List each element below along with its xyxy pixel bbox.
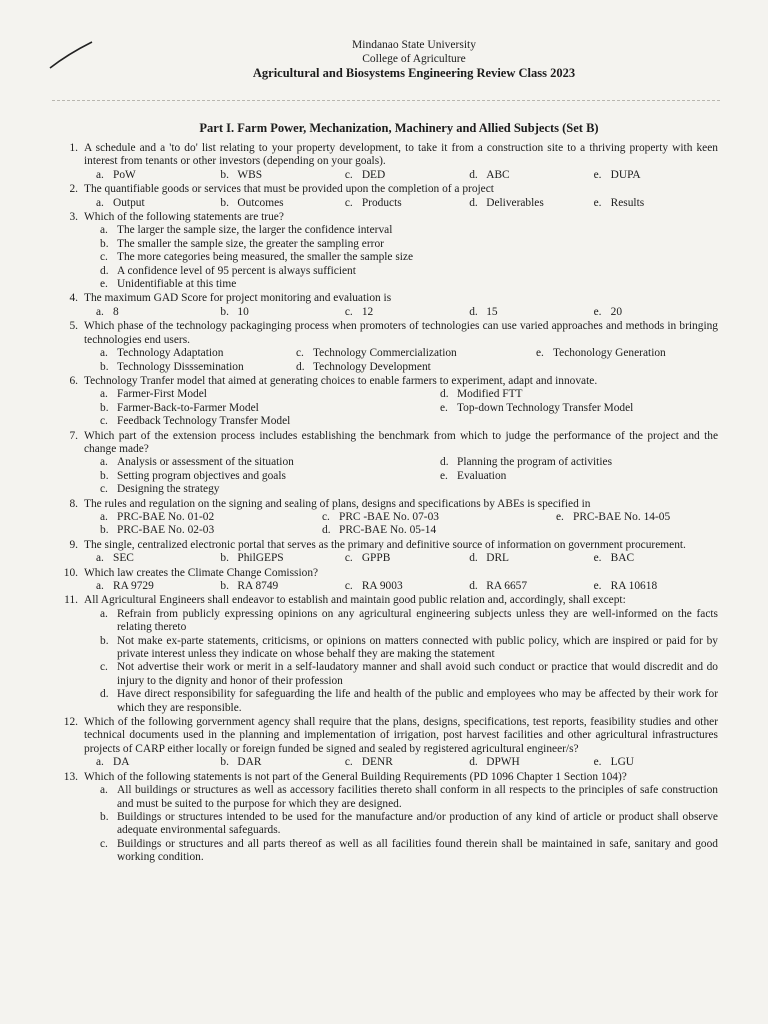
option-e: e. LGU — [593, 756, 635, 769]
question-7 — [54, 430, 718, 497]
question-text: The single, centralized electronic portal that serves as the primary and definitive source of information on government procurement. — [84, 538, 686, 551]
options-list — [54, 784, 718, 864]
option-e: e. 20 — [593, 305, 623, 318]
option-e: e. PRC-BAE No. 14-05 — [556, 510, 671, 523]
document-header — [0, 38, 768, 80]
option-d: d. PRC-BAE No. 05-14 — [322, 524, 437, 537]
option-c: c. Products — [344, 196, 402, 209]
options-row — [54, 580, 718, 593]
options-row — [54, 197, 718, 210]
review-class-title: Agricultural and Biosystems Engineering Review Class 2023 — [252, 66, 576, 80]
question-number: 9. — [69, 538, 78, 551]
university-name: Mindanao State University — [352, 39, 476, 51]
question-6 — [54, 375, 718, 429]
option-b: b. Not make ex-parte statements, criticisms, or opinions on matters connected with public policy, which are inspired or paid for by private interest unless they indicate on whose behalf they are making the statement — [100, 634, 718, 661]
option-b: b. WBS — [220, 168, 263, 181]
option-b: b. DAR — [220, 756, 262, 769]
question-number: 5. — [69, 320, 78, 333]
option-a: a. PRC-BAE No. 01-02 — [100, 510, 215, 523]
question-number: 4. — [69, 292, 78, 305]
option-a: a. Technology Adaptation — [100, 347, 224, 360]
option-d: d. DRL — [469, 552, 510, 565]
question-text: A schedule and a 'to do' list relating to your property development, to take it from a construction site to a thriving property with keen interest from tenants or other investors (depending on your goals). — [84, 142, 718, 168]
options-grid — [54, 347, 718, 374]
option-c: c. Not advertise their work or merit in a self-laudatory manner and shall avoid such conduct or practice that would discredit and do injury to the dignity and honor of their profession — [100, 661, 718, 687]
option-d: d. ABC — [469, 168, 510, 181]
options-row — [54, 306, 718, 319]
question-text: Which of the following statements are true? — [84, 211, 284, 224]
option-e: e. Techonology Generation — [536, 347, 666, 360]
question-number: 11. — [64, 594, 78, 607]
option-b: b. PRC-BAE No. 02-03 — [100, 524, 215, 537]
options-grid — [54, 511, 718, 538]
question-4 — [54, 292, 718, 319]
question-5 — [54, 320, 718, 374]
question-9 — [54, 539, 718, 566]
option-b: b. Outcomes — [220, 196, 284, 209]
option-d: d. DPWH — [469, 756, 520, 769]
option-d: d. A confidence level of 95 percent is always sufficient — [100, 264, 356, 277]
question-text: Which of the following gorvernment agency shall require that the plans, designs, specifications, test reports, feasibility studies and other technical documents used in the planning and implementation of irrigation, post harvest facilities and other agricultural infrastructures projects of CARP either locally or foreign funded be signed and sealed by registered agricultural engineer/s? — [84, 716, 718, 755]
question-12 — [54, 716, 718, 770]
option-b: b. Technology Disssemination — [100, 360, 244, 373]
options-row — [54, 552, 718, 565]
question-number: 1. — [69, 142, 78, 154]
question-text: Which part of the extension process includes establishing the benchmark from which to judge the performance of the project and the change made? — [84, 429, 718, 455]
option-c: c. RA 9003 — [344, 580, 403, 592]
option-e: e. Unidentifiable at this time — [100, 278, 237, 291]
question-text: The maximum GAD Score for project monitoring and evaluation is — [84, 292, 392, 305]
option-a: a. RA 9729 — [96, 580, 154, 592]
option-d: d. Deliverables — [469, 196, 544, 209]
question-8 — [54, 498, 718, 538]
option-d: d. Planning the program of activities — [440, 456, 613, 469]
option-e: e. BAC — [593, 552, 635, 565]
option-e: e. RA 10618 — [593, 580, 658, 592]
question-number: 7. — [69, 429, 78, 442]
options-list — [54, 608, 718, 715]
question-text: Which law creates the Climate Change Comission? — [84, 566, 319, 579]
question-text: All Agricultural Engineers shall endeavor to establish and maintain good public relation and, accordingly, shall except: — [84, 594, 626, 607]
option-e: e. DUPA — [593, 168, 641, 181]
options-grid — [54, 388, 718, 428]
question-text: The rules and regulation on the signing and sealing of plans, designs and specifications by ABEs is specified in — [84, 497, 591, 510]
question-text: Technology Tranfer model that aimed at generating choices to enable farmers to experiment, adapt and innovate. — [84, 374, 598, 387]
option-a: a. Refrain from publicly expressing opinions on any agricultural engineering subjects unless they are well-informed on the facts relating thereto — [100, 607, 718, 634]
option-c: c. DED — [344, 168, 386, 181]
option-e: e. Evaluation — [440, 469, 507, 482]
option-d: d. 15 — [469, 305, 498, 318]
option-b: b. Farmer-Back-to-Farmer Model — [100, 401, 259, 414]
options-list — [54, 224, 718, 291]
option-c: c. 12 — [344, 305, 374, 318]
option-e: e. Top-down Technology Transfer Model — [440, 401, 634, 414]
question-10 — [54, 567, 718, 594]
header-divider — [52, 100, 720, 101]
option-a: a. 8 — [96, 305, 119, 318]
question-11 — [54, 594, 718, 715]
question-3 — [54, 211, 718, 291]
option-b: b. The smaller the sample size, the greater the sampling error — [100, 237, 384, 250]
option-b: b. Buildings or structures intended to be used for the manufacture and/or production of any kind of article or product shall observe adequate environmental safeguards. — [100, 810, 718, 837]
option-d: d. RA 6657 — [469, 580, 528, 592]
part-title: Part I. Farm Power, Mechanization, Machinery and Allied Subjects (Set B) — [199, 121, 599, 135]
option-c: c. DENR — [344, 756, 393, 769]
option-a: a. SEC — [96, 552, 134, 565]
question-number: 12. — [63, 716, 78, 729]
option-c: c. GPPB — [344, 552, 391, 565]
questions-body — [54, 142, 718, 866]
option-c: c. PRC -BAE No. 07-03 — [322, 510, 439, 523]
options-row — [54, 169, 718, 182]
option-a: a. Analysis or assessment of the situation — [100, 456, 294, 469]
question-number: 10. — [63, 566, 78, 579]
option-d: d. Technology Development — [296, 360, 431, 373]
question-number: 2. — [69, 183, 78, 196]
option-d: d. Modified FTT — [440, 388, 523, 401]
question-number: 13. — [63, 770, 78, 783]
option-e: e. Results — [593, 196, 645, 209]
option-c: c. Feedback Technology Transfer Model — [100, 415, 291, 428]
option-a: a. PoW — [96, 168, 136, 181]
options-grid — [54, 456, 718, 496]
question-number: 6. — [69, 374, 78, 387]
option-a: a. All buildings or structures as well as accessory facilities thereto shall conform in all respects to the principles of safe construction and must be suited to the purpose for which they are designed. — [100, 784, 718, 810]
question-number: 8. — [69, 497, 78, 510]
option-c: c. Designing the strategy — [100, 483, 220, 496]
option-b: b. RA 8749 — [220, 580, 279, 592]
question-2 — [54, 183, 718, 210]
option-c: c. Buildings or structures and all parts thereof as well as all facilities found therein shall be maintained in safe, sanitary and good working condition. — [100, 837, 718, 864]
question-text: Which of the following statements is not part of the General Building Requirements (PD 1096 Chapter 1 Section 104)? — [84, 770, 627, 783]
option-c: c. Technology Commercialization — [296, 347, 457, 360]
option-a: a. DA — [96, 756, 130, 769]
question-1 — [54, 142, 718, 182]
option-b: b. 10 — [220, 305, 249, 318]
options-row — [54, 756, 718, 769]
option-c: c. The more categories being measured, the smaller the sample size — [100, 251, 414, 264]
option-a: a. Farmer-First Model — [100, 388, 207, 401]
option-a: a. Output — [96, 196, 145, 209]
option-b: b. Setting program objectives and goals — [100, 469, 286, 482]
option-a: a. The larger the sample size, the larger the confidence interval — [100, 224, 393, 237]
option-d: d. Have direct responsibility for safeguarding the life and health of the public and employees who may be affected by their work for which they are responsible. — [100, 688, 718, 714]
question-text: The quantifiable goods or services that must be provided upon the completion of a project — [84, 183, 494, 196]
option-b: b. PhilGEPS — [220, 552, 284, 565]
question-text: Which phase of the technology packaginging process when promoters of technologies can use varied approaches and methods in bringing technologies end users. — [84, 320, 718, 346]
college-name: College of Agriculture — [362, 53, 466, 65]
question-13 — [54, 771, 718, 865]
question-number: 3. — [69, 211, 78, 224]
